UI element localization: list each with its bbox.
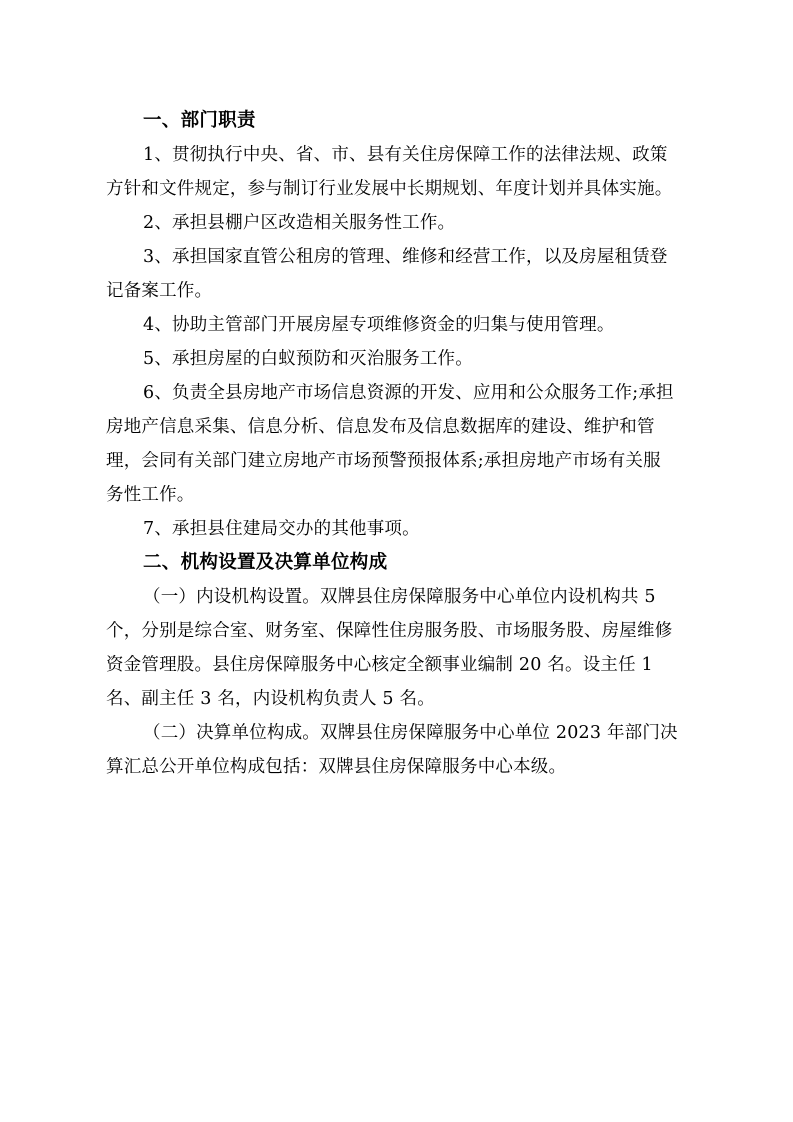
org-item-accounting-units bbox=[106, 716, 686, 784]
duty-item-6 bbox=[106, 376, 686, 512]
paragraph-line: 1、贯彻执行中央、省、市、县有关住房保障工作的法律法规、政策 bbox=[143, 145, 668, 165]
paragraph-line: 方针和文件规定，参与制订行业发展中长期规划、年度计划并具体实施。 bbox=[106, 179, 673, 199]
org-item-internal-structure bbox=[106, 580, 686, 716]
duty-item-1 bbox=[106, 138, 686, 206]
duty-item-3 bbox=[106, 240, 686, 308]
paragraph-line: 算汇总公开单位构成包括：双牌县住房保障服务中心本级。 bbox=[106, 757, 567, 777]
duty-item-4 bbox=[106, 308, 686, 342]
paragraph-line: （二）决算单位构成。双牌县住房保障服务中心单位 2023 年部门决 bbox=[143, 723, 678, 743]
paragraph-line: 4、协助主管部门开展房屋专项维修资金的归集与使用管理。 bbox=[143, 315, 615, 335]
paragraph-line: 房地产信息采集、信息分析、信息发布及信息数据库的建设、维护和管 bbox=[106, 417, 655, 437]
duty-item-2 bbox=[106, 206, 686, 240]
paragraph-line: （一）内设机构设置。双牌县住房保障服务中心单位内设机构共 5 bbox=[143, 587, 656, 607]
paragraph-line: 7、承担县住建局交办的其他事项。 bbox=[143, 519, 420, 539]
paragraph-line: 名、副主任 3 名，内设机构负责人 5 名。 bbox=[106, 689, 435, 709]
paragraph-line: 资金管理股。县住房保障服务中心核定全额事业编制 20 名。设主任 1 bbox=[106, 655, 653, 675]
section-heading-organization: 二、机构设置及决算单位构成 bbox=[143, 552, 388, 573]
paragraph-line: 6、负责全县房地产市场信息资源的开发、应用和公众服务工作;承担 bbox=[143, 383, 674, 403]
paragraph-line: 个，分别是综合室、财务室、保障性住房服务股、市场服务股、房屋维修 bbox=[106, 621, 673, 641]
paragraph-line: 2、承担县棚户区改造相关服务性工作。 bbox=[143, 213, 456, 233]
paragraph-line: 5、承担房屋的白蚁预防和灭治服务工作。 bbox=[143, 349, 473, 369]
paragraph-line: 理，会同有关部门建立房地产市场预警预报体系;承担房地产市场有关服 bbox=[106, 451, 661, 471]
paragraph-line: 务性工作。 bbox=[106, 485, 195, 505]
paragraph-line: 记备案工作。 bbox=[106, 281, 213, 301]
section-heading-duties: 一、部门职责 bbox=[143, 110, 256, 131]
document-content bbox=[106, 104, 686, 784]
paragraph-line: 3、承担国家直管公租房的管理、维修和经营工作，以及房屋租赁登 bbox=[143, 247, 668, 267]
duty-item-7 bbox=[106, 512, 686, 546]
duty-item-5 bbox=[106, 342, 686, 376]
